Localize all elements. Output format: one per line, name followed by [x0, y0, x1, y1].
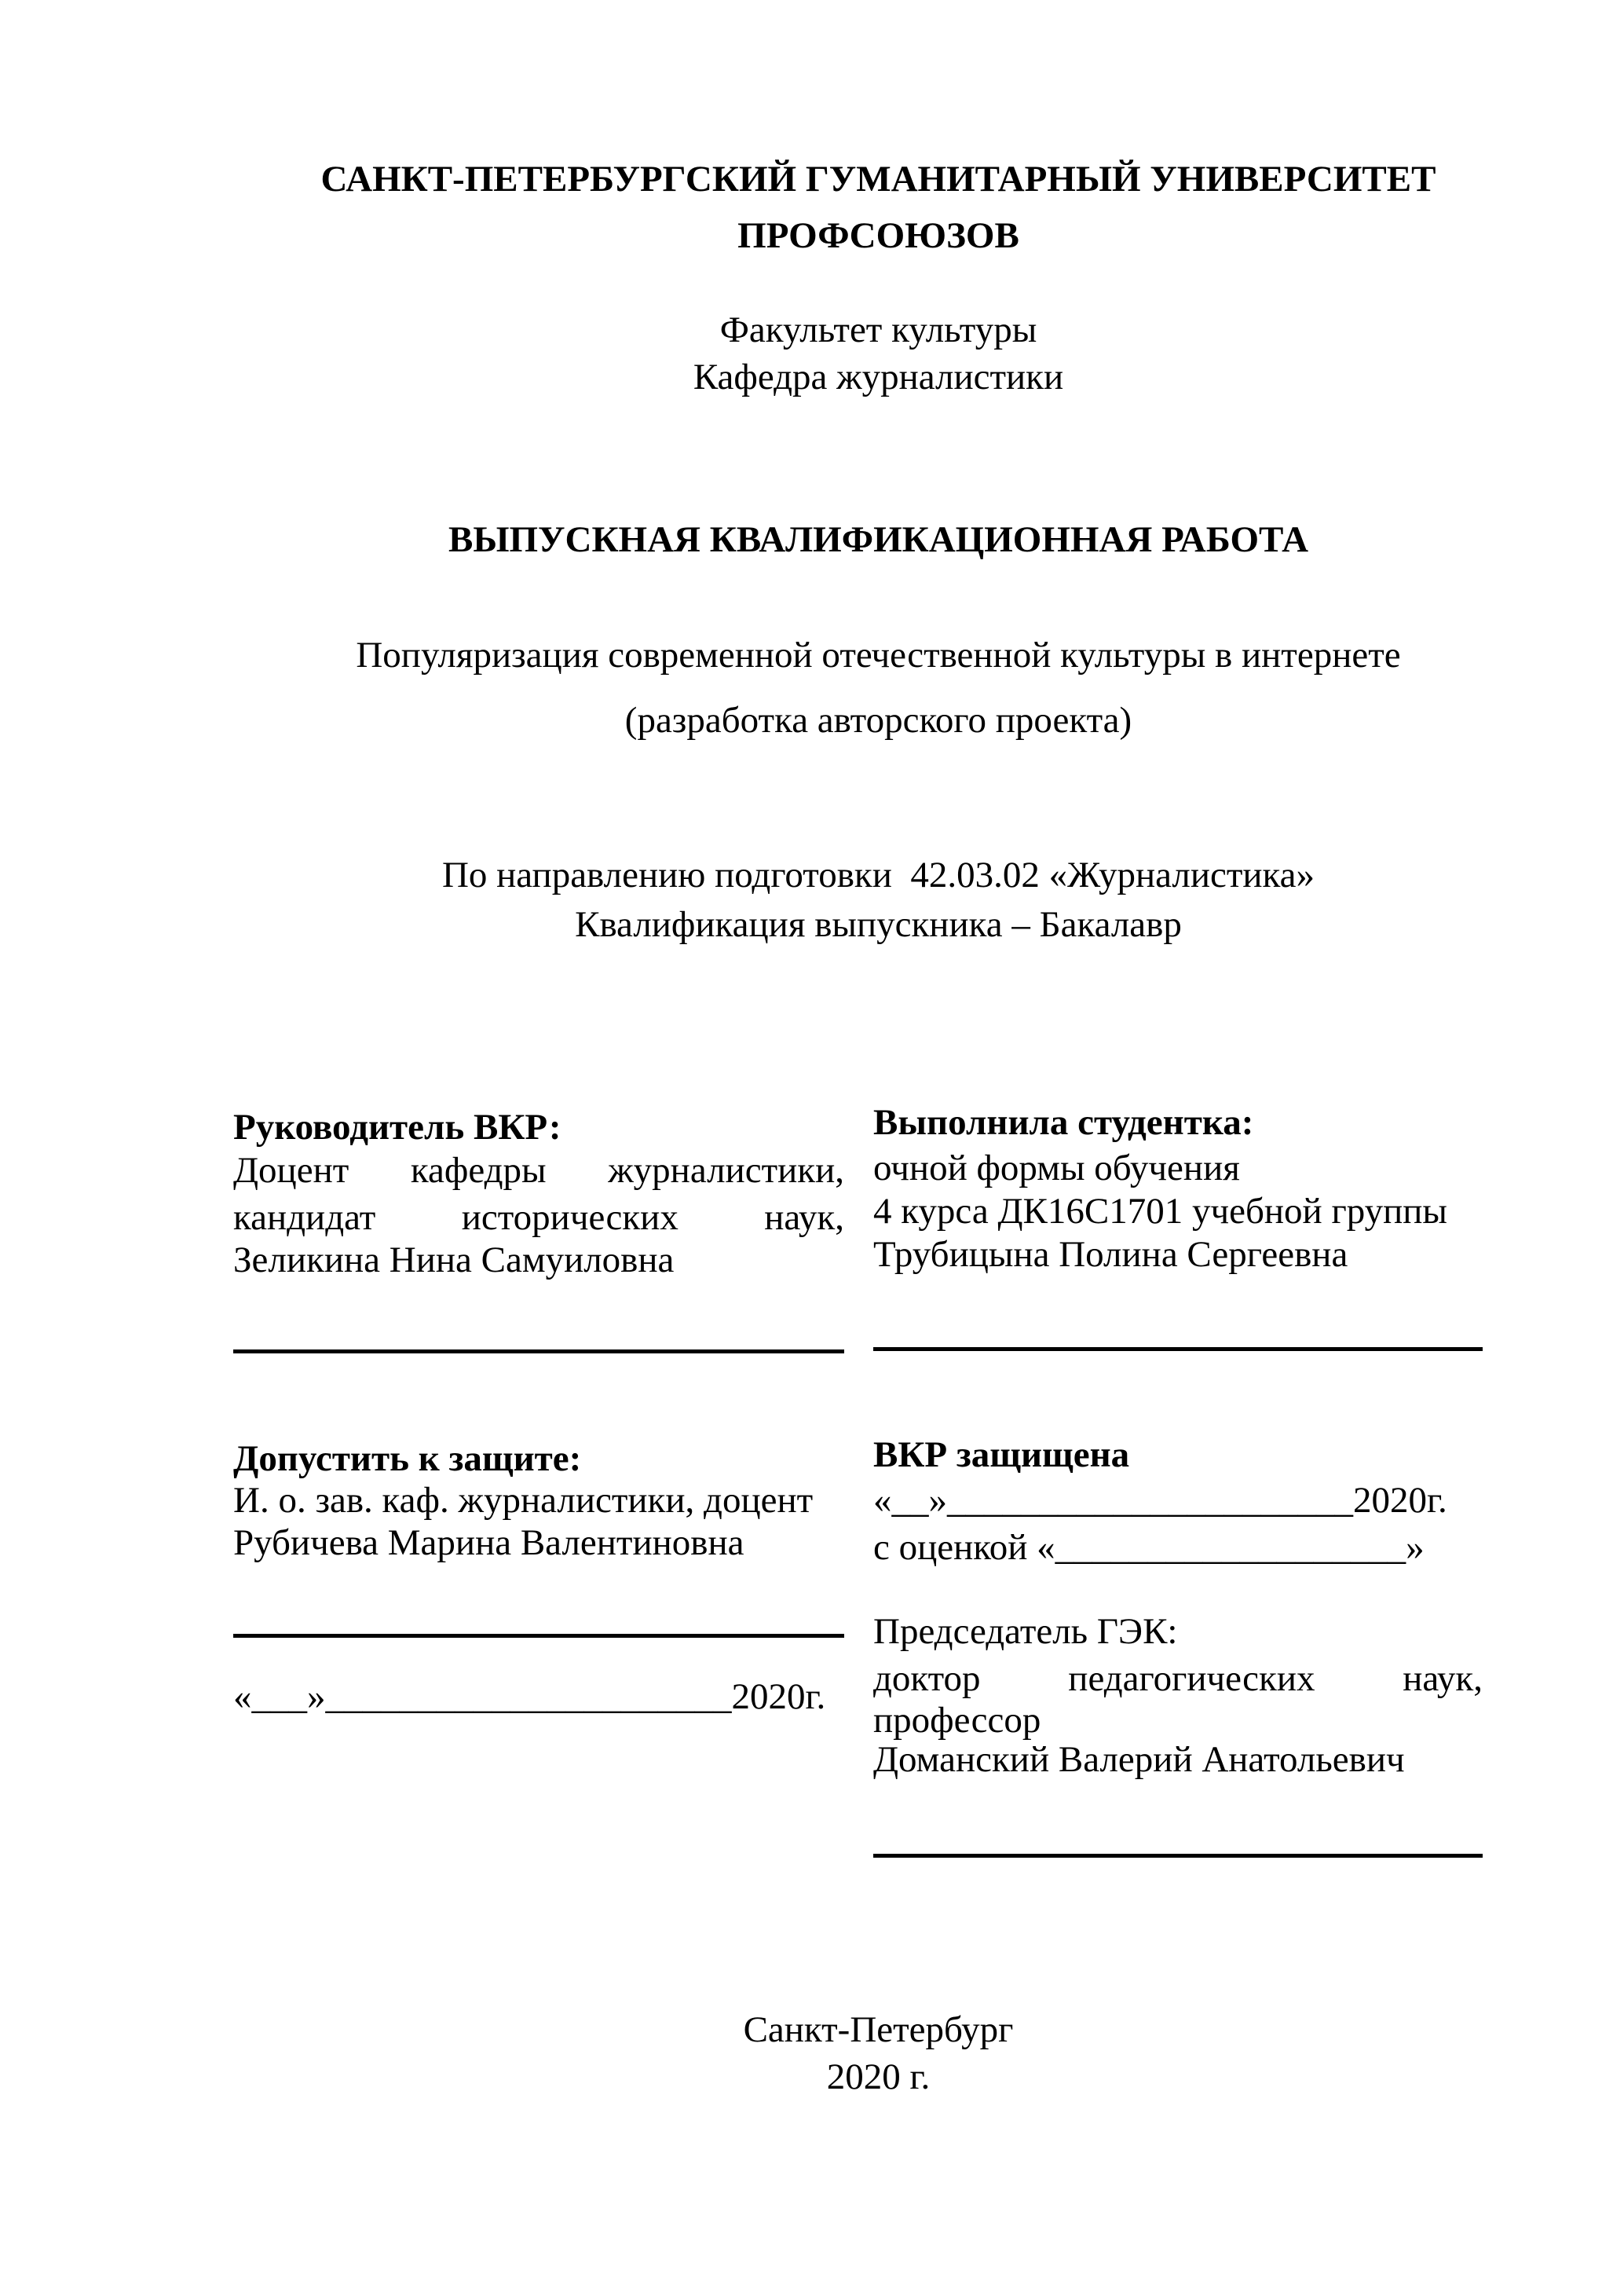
supervisor-line-1: Доцент кафедры журналистики, — [233, 1150, 844, 1191]
chairman-heading: Председатель ГЭК: — [873, 1611, 1178, 1652]
student-heading: Выполнила студентка: — [873, 1102, 1254, 1143]
defense-heading: ВКР защищена — [873, 1434, 1130, 1475]
supervisor-name: Зеликина Нина Самуиловна — [233, 1240, 675, 1280]
student-line-2: 4 курса ДК16С1701 учебной группы — [873, 1191, 1447, 1232]
admission-name: Рубичева Марина Валентиновна — [233, 1522, 744, 1563]
university-name-line2: ПРОФСОЮЗОВ — [737, 215, 1019, 256]
faculty-name: Факультет культуры — [719, 309, 1037, 350]
admission-heading: Допустить к защите: — [233, 1438, 582, 1479]
defense-date-line: «__»______________________2020г. — [873, 1480, 1447, 1521]
defense-grade-line: с оценкой «___________________» — [873, 1527, 1425, 1568]
footer-year: 2020 г. — [826, 2056, 931, 2097]
supervisor-signature-line — [233, 1349, 844, 1353]
admission-line-1: И. о. зав. каф. журналистики, доцент — [233, 1480, 814, 1521]
work-type-title: ВЫПУСКНАЯ КВАЛИФИКАЦИОННАЯ РАБОТА — [448, 519, 1309, 560]
admission-date-line: «___»______________________2020г. — [233, 1676, 826, 1717]
chairman-signature-line — [873, 1854, 1483, 1858]
thesis-subtitle: (разработка авторского проекта) — [624, 700, 1132, 741]
qualification-line: Квалификация выпускника – Бакалавр — [575, 904, 1182, 945]
footer-city: Санкт-Петербург — [743, 2009, 1014, 2050]
supervisor-line-2: кандидат исторических наук, — [233, 1197, 844, 1238]
student-line-1: очной формы обучения — [873, 1148, 1240, 1188]
chairman-line-1: доктор педагогических наук, — [873, 1658, 1483, 1699]
department-name: Кафедра журналистики — [693, 357, 1064, 397]
student-name: Трубицына Полина Сергеевна — [873, 1234, 1348, 1275]
thesis-title: Популяризация современной отечественной культуры в интернете — [356, 635, 1401, 676]
admission-signature-line — [233, 1634, 844, 1638]
program-line: По направлению подготовки 42.03.02 «Журналистика» — [441, 855, 1315, 895]
university-name-line1: САНКТ-ПЕТЕРБУРГСКИЙ ГУМАНИТАРНЫЙ УНИВЕРСИТЕТ — [320, 159, 1436, 200]
chairman-name: Доманский Валерий Анатольевич — [873, 1739, 1405, 1780]
supervisor-heading: Руководитель ВКР: — [233, 1107, 561, 1148]
chairman-line-2: профессор — [873, 1700, 1041, 1741]
student-signature-line — [873, 1347, 1483, 1351]
